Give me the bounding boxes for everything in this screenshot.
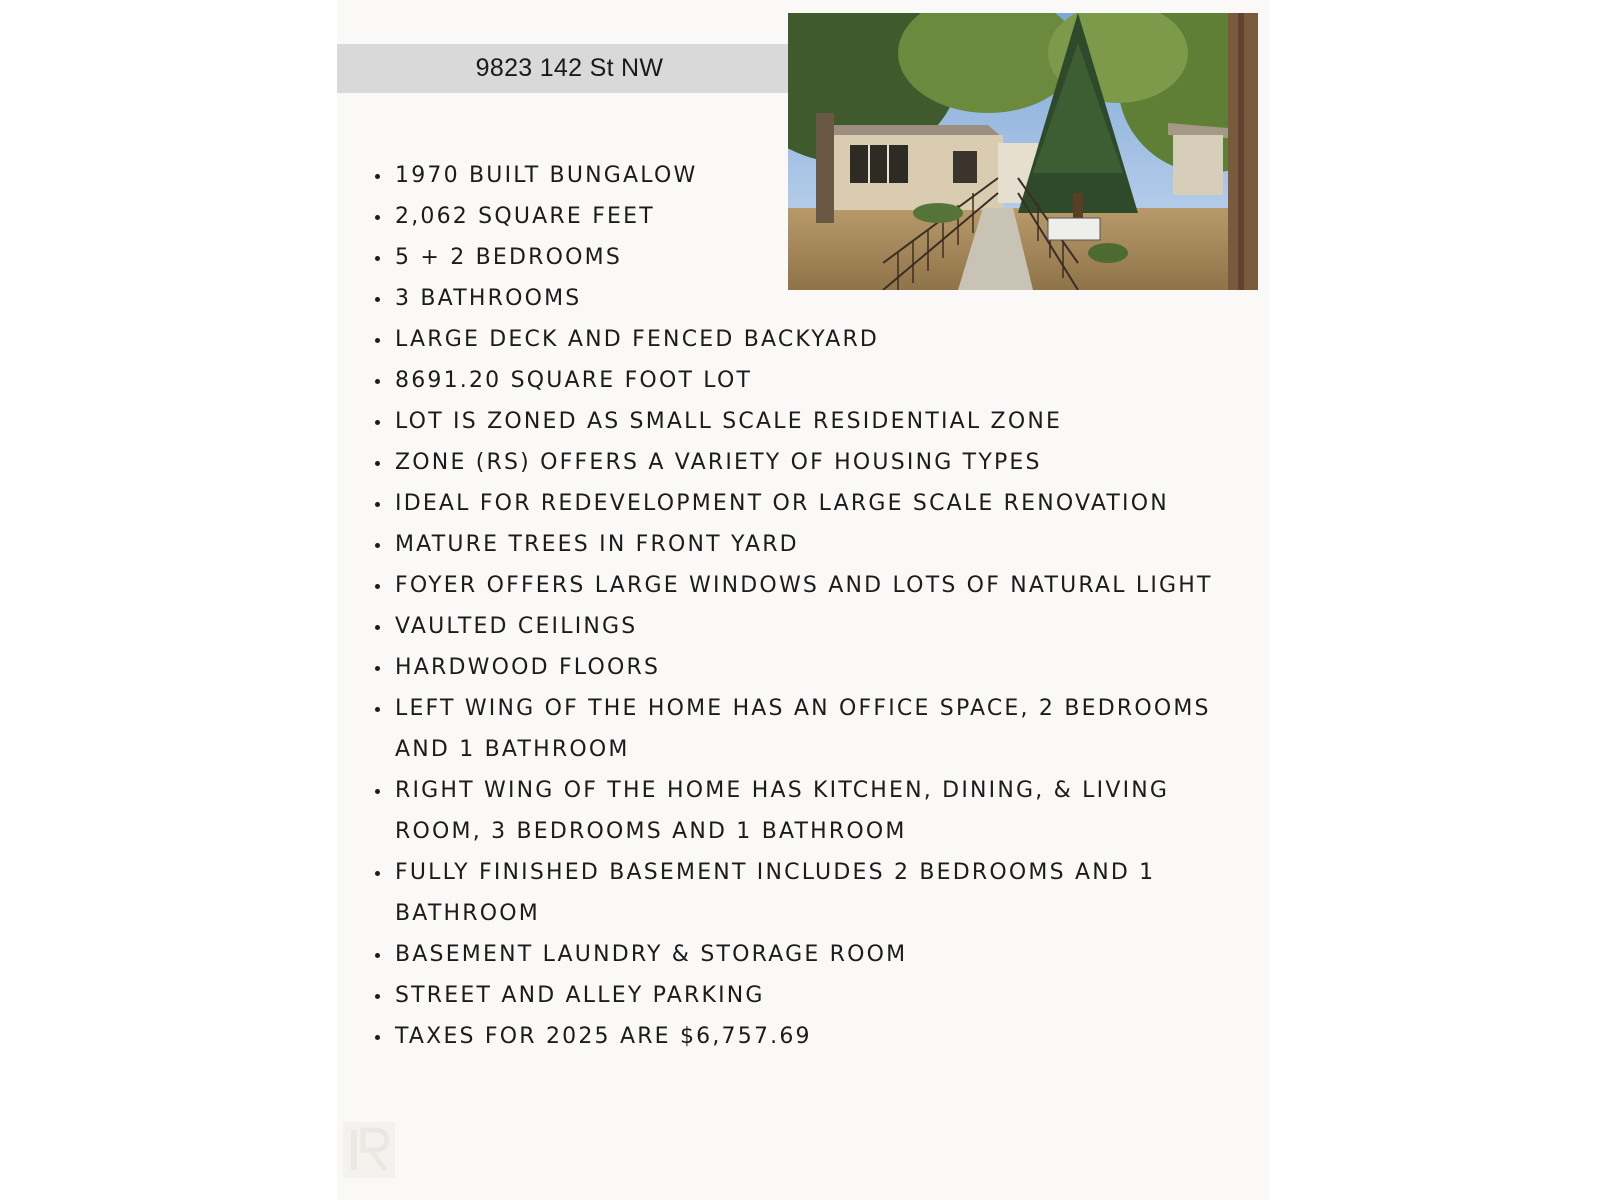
list-item: 5 + 2 BEDROOMS bbox=[373, 237, 1253, 278]
list-item: HARDWOOD FLOORS bbox=[373, 647, 1253, 688]
brokerage-logo-icon bbox=[341, 1120, 397, 1180]
list-item: LEFT WING OF THE HOME HAS AN OFFICE SPACE, 2 BEDROOMS AND 1 BATHROOM bbox=[373, 688, 1253, 770]
list-item: BASEMENT LAUNDRY & STORAGE ROOM bbox=[373, 934, 1253, 975]
listing-sheet bbox=[337, 0, 1269, 1200]
list-item: ZONE (RS) OFFERS A VARIETY OF HOUSING TYPES bbox=[373, 442, 1253, 483]
list-item: FULLY FINISHED BASEMENT INCLUDES 2 BEDROOMS AND 1 BATHROOM bbox=[373, 852, 1253, 934]
list-item: VAULTED CEILINGS bbox=[373, 606, 1253, 647]
list-item: TAXES FOR 2025 ARE $6,757.69 bbox=[373, 1016, 1253, 1057]
address-title: 9823 142 St NW bbox=[475, 54, 664, 82]
list-item: FOYER OFFERS LARGE WINDOWS AND LOTS OF NATURAL LIGHT bbox=[373, 565, 1253, 606]
list-item: LARGE DECK AND FENCED BACKYARD bbox=[373, 319, 1253, 360]
list-item: STREET AND ALLEY PARKING bbox=[373, 975, 1253, 1016]
list-item: IDEAL FOR REDEVELOPMENT OR LARGE SCALE RENOVATION bbox=[373, 483, 1253, 524]
feature-list bbox=[373, 155, 1253, 1057]
list-item: MATURE TREES IN FRONT YARD bbox=[373, 524, 1253, 565]
list-item: 2,062 SQUARE FEET bbox=[373, 196, 1253, 237]
list-item: 8691.20 SQUARE FOOT LOT bbox=[373, 360, 1253, 401]
list-item: LOT IS ZONED AS SMALL SCALE RESIDENTIAL ZONE bbox=[373, 401, 1253, 442]
list-item: 3 BATHROOMS bbox=[373, 278, 1253, 319]
list-item: RIGHT WING OF THE HOME HAS KITCHEN, DINING, & LIVING ROOM, 3 BEDROOMS AND 1 BATHROOM bbox=[373, 770, 1253, 852]
list-item: 1970 BUILT BUNGALOW bbox=[373, 155, 1253, 196]
